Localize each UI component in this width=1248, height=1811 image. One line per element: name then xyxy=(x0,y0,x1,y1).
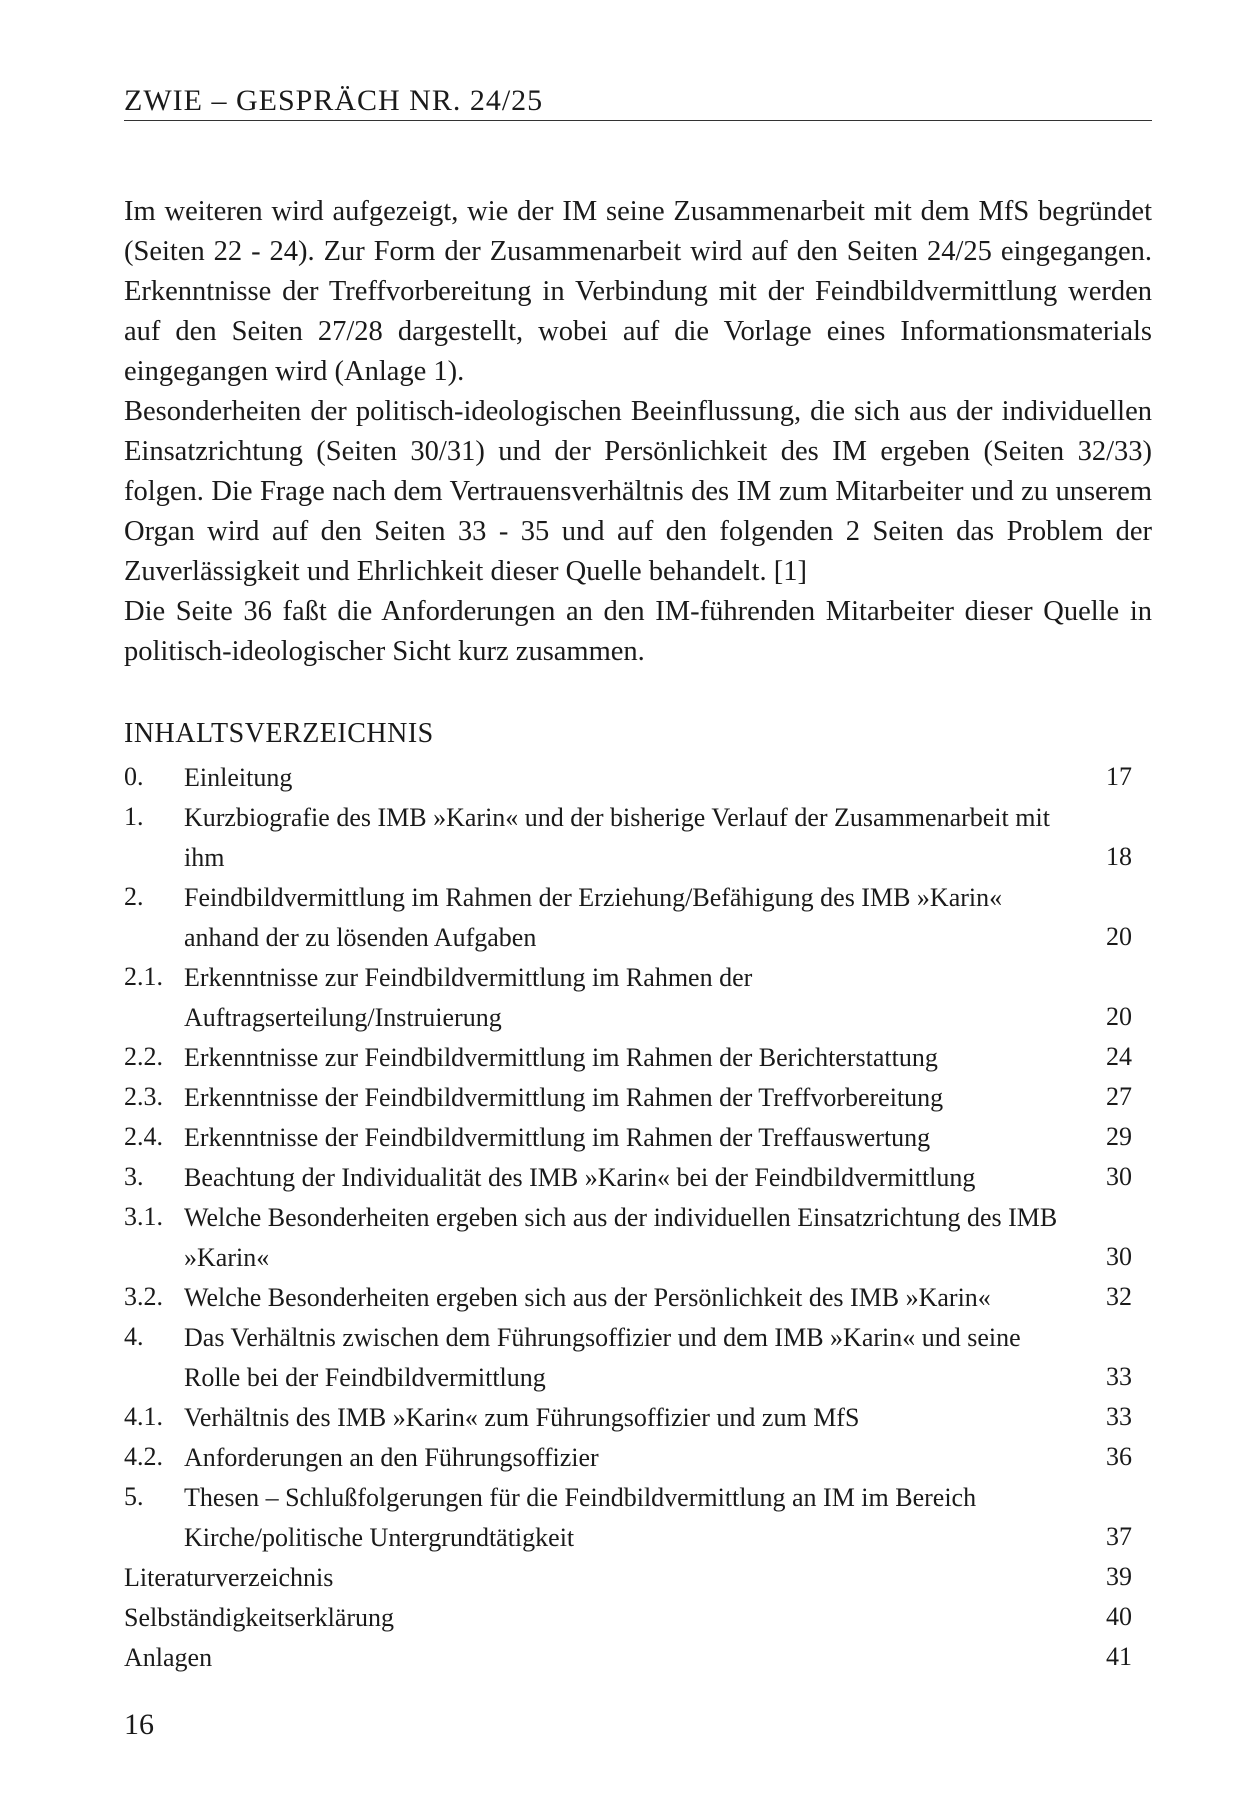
toc-number: 2.1. xyxy=(124,962,163,991)
toc-entry xyxy=(124,1278,1152,1318)
toc-number: 2.2. xyxy=(124,1042,163,1071)
toc-title: Literaturverzeichnis xyxy=(124,1563,334,1592)
toc-entry xyxy=(124,1438,1152,1478)
toc-page: 17 xyxy=(1106,762,1132,791)
toc-title: Anforderungen an den Führungsoffizier xyxy=(184,1443,599,1472)
toc-entry xyxy=(124,1158,1152,1198)
toc-number: 2.4. xyxy=(124,1122,163,1151)
toc-entry xyxy=(124,1558,1152,1598)
toc-title: Erkenntnisse der Feindbildvermittlung im Rahmen der Treffvorbereitung xyxy=(184,1083,944,1112)
toc-page: 37 xyxy=(1106,1522,1132,1551)
toc-entry xyxy=(124,1198,1152,1278)
toc-page: 20 xyxy=(1106,1002,1132,1031)
paragraph: Die Seite 36 faßt die Anforderungen an den IM-führenden Mitarbeiter dieser Quelle in politisch-ideologischer Sicht kurz zusammen. xyxy=(124,596,1152,667)
toc-title: Welche Besonderheiten ergeben sich aus der Persönlichkeit des IMB »Karin« xyxy=(184,1283,991,1312)
toc-entry xyxy=(124,1118,1152,1158)
paragraph: Besonderheiten der politisch-ideologischen Beeinflussung, die sich aus der individuellen Einsatzrichtung (Seiten 30/31) und der Persönlichkeit des IM ergeben (Seiten 32/33) folgen. Die Frage nach dem Vertrauensverhältnis des IM zum Mitarbeiter und zu unserem Organ wird auf den Seiten 33 - 35 und auf den folgenden 2 Seiten das Problem der Zuverlässigkeit und Ehrlichkeit dieser Quelle behandelt. [1] xyxy=(124,396,1152,587)
toc-number: 2.3. xyxy=(124,1082,163,1111)
toc-title: Erkenntnisse zur Feindbildvermittlung im Rahmen der Auftragserteilung/Instruierung xyxy=(184,963,753,1032)
paragraph: Im weiteren wird aufgezeigt, wie der IM seine Zusammenarbeit mit dem MfS begründet (Seiten 22 - 24). Zur Form der Zusammenarbeit wird auf den Seiten 24/25 eingegangen. Erkenntnisse der Treffvorbereitung in Verbindung mit der Feindbildvermittlung werden auf den Seiten 27/28 dargestellt, wobei auf die Vorlage eines Informationsmaterials eingegangen wird (Anlage 1). xyxy=(124,196,1152,387)
toc-entry xyxy=(124,798,1152,878)
toc-title: Welche Besonderheiten ergeben sich aus der individuellen Einsatzrichtung des IMB »Karin« xyxy=(184,1203,1058,1272)
toc-title: Das Verhältnis zwischen dem Führungsoffizier und dem IMB »Karin« und seine Rolle bei der Feindbildvermittlung xyxy=(184,1323,1021,1392)
toc-page: 33 xyxy=(1106,1362,1132,1391)
toc-page: 27 xyxy=(1106,1082,1132,1111)
page-number: 16 xyxy=(124,1708,154,1741)
header-rule xyxy=(124,120,1152,121)
toc-page: 32 xyxy=(1106,1282,1132,1311)
toc-title: Anlagen xyxy=(124,1643,213,1672)
toc-title: Kurzbiografie des IMB »Karin« und der bisherige Verlauf der Zusammenarbeit mit ihm xyxy=(184,803,1050,872)
toc-page: 30 xyxy=(1106,1162,1132,1191)
toc-number: 1. xyxy=(124,802,144,831)
toc-entry xyxy=(124,1038,1152,1078)
toc-entry xyxy=(124,1478,1152,1558)
toc-entry xyxy=(124,958,1152,1038)
table-of-contents xyxy=(124,758,1152,1678)
toc-number: 4.2. xyxy=(124,1442,163,1471)
toc-page: 24 xyxy=(1106,1042,1132,1071)
toc-number: 4.1. xyxy=(124,1402,163,1431)
toc-number: 4. xyxy=(124,1322,144,1351)
toc-number: 5. xyxy=(124,1482,144,1511)
toc-page: 18 xyxy=(1106,842,1132,871)
toc-page: 36 xyxy=(1106,1442,1132,1471)
toc-number: 3.2. xyxy=(124,1282,163,1311)
toc-heading: INHALTSVERZEICHNIS xyxy=(124,718,434,749)
toc-title: Feindbildvermittlung im Rahmen der Erziehung/Befähigung des IMB »Karin« anhand der zu lösenden Aufgaben xyxy=(184,883,1003,952)
toc-page: 41 xyxy=(1106,1642,1132,1671)
toc-page: 40 xyxy=(1106,1602,1132,1631)
toc-number: 2. xyxy=(124,882,144,911)
toc-title: Thesen – Schlußfolgerungen für die Feindbildvermittlung an IM im Bereich Kirche/politische Untergrundtätigkeit xyxy=(184,1483,977,1552)
toc-number: 3. xyxy=(124,1162,144,1191)
body-text xyxy=(124,192,1152,672)
toc-entry xyxy=(124,1078,1152,1118)
toc-title: Einleitung xyxy=(184,763,293,792)
toc-entry xyxy=(124,1598,1152,1638)
toc-title: Selbständigkeitserklärung xyxy=(124,1603,395,1632)
running-header: ZWIE – GESPRÄCH NR. 24/25 xyxy=(124,84,544,117)
toc-entry xyxy=(124,1638,1152,1678)
toc-title: Erkenntnisse der Feindbildvermittlung im Rahmen der Treffauswertung xyxy=(184,1123,931,1152)
toc-title: Beachtung der Individualität des IMB »Karin« bei der Feindbildvermittlung xyxy=(184,1163,976,1192)
toc-page: 20 xyxy=(1106,922,1132,951)
toc-page: 39 xyxy=(1106,1562,1132,1591)
toc-page: 30 xyxy=(1106,1242,1132,1271)
toc-number: 3.1. xyxy=(124,1202,163,1231)
toc-page: 33 xyxy=(1106,1402,1132,1431)
toc-title: Verhältnis des IMB »Karin« zum Führungsoffizier und zum MfS xyxy=(184,1403,860,1432)
toc-title: Erkenntnisse zur Feindbildvermittlung im Rahmen der Berichterstattung xyxy=(184,1043,938,1072)
toc-entry xyxy=(124,758,1152,798)
toc-entry xyxy=(124,878,1152,958)
toc-entry xyxy=(124,1398,1152,1438)
toc-entry xyxy=(124,1318,1152,1398)
toc-number: 0. xyxy=(124,762,144,791)
toc-page: 29 xyxy=(1106,1122,1132,1151)
